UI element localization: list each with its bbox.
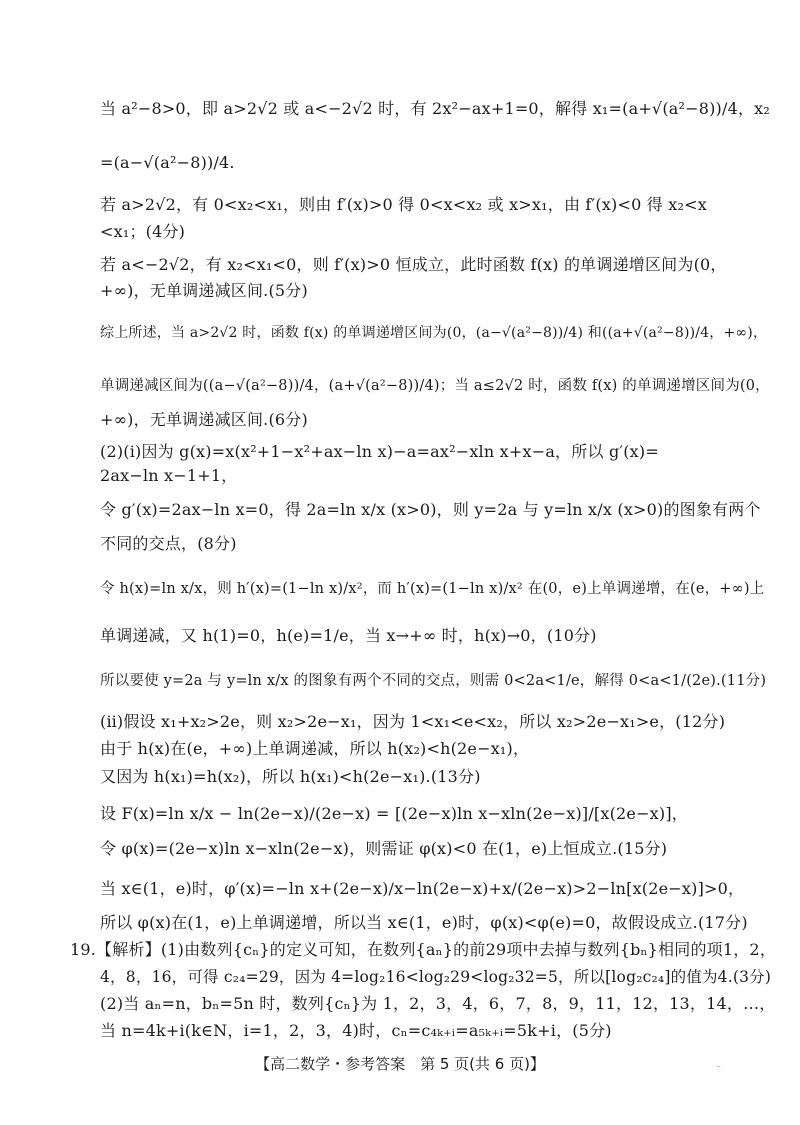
text-line: 19.【解析】(1)由数列{cₙ}的定义可知，在数列{aₙ}的前29项中去掉与数列{bₙ}相同的项1，2，	[70, 940, 777, 959]
text-line: 单调递减，又 h(1)=0，h(e)=1/e，当 x→+∞ 时，h(x)→0，(10分)	[100, 626, 597, 645]
text-line: 由于 h(x)在(e，+∞)上单调递减，所以 h(x₂)<h(2e−x₁)，	[100, 739, 530, 758]
text-line: 令 h(x)=ln x/x，则 h′(x)=(1−ln x)/x²，而 h′(x)=(1−ln x)/x² 在(0，e)上单调递增，在(e，+∞)上	[100, 581, 765, 597]
text-line: 当 a²−8>0，即 a>2√2 或 a<−2√2 时，有 2x²−ax+1=0，解得 x₁=(a+√(a²−8))/4，x₂	[100, 99, 770, 118]
text-line: 2ax−ln x−1+1，	[100, 466, 238, 485]
text-line: (ⅱ)假设 x₁+x₂>2e，则 x₂>2e−x₁，因为 1<x₁<e<x₂，所以 x₂>2e−x₁>e，(12分)	[100, 712, 726, 731]
text-line: 又因为 h(x₁)=h(x₂)，所以 h(x₁)<h(2e−x₁).(13分)	[100, 767, 481, 786]
text-line: 当 n=4k+i(k∈N，i=1，2，3，4)时，cₙ=c₄ₖ₊ᵢ=a₅ₖ₊ᵢ=5k+i，(5分)	[100, 1021, 612, 1040]
text-line: 所以 φ(x)在(1，e)上单调递增，所以当 x∈(1，e)时，φ(x)<φ(e)=0，故假设成立.(17分)	[100, 913, 748, 932]
text-line: 若 a>2√2，有 0<x₂<x₁，则由 f′(x)>0 得 0<x<x₂ 或 x>x₁，由 f′(x)<0 得 x₂<x	[100, 195, 707, 214]
text-line: <x₁；(4分)	[100, 222, 186, 241]
text-line: 4，8，16，可得 c₂₄=29，因为 4=log₂16<log₂29<log₂32=5，所以[log₂c₂₄]的值为4.(3分)	[100, 968, 772, 986]
text-line: (2)(ⅰ)因为 g(x)=x(x²+1−x²+ax−ln x)−a=ax²−xln x+x−a，所以 g′(x)=	[100, 442, 659, 461]
text-line: 设 F(x)=ln x/x − ln(2e−x)/(2e−x) = [(2e−x)ln x−xln(2e−x)]/[x(2e−x)]，	[100, 804, 688, 823]
text-line: +∞)，无单调递减区间.(5分)	[100, 281, 308, 300]
text-line: +∞)，无单调递减区间.(6分)	[100, 410, 308, 429]
text-line: =(a−√(a²−8))/4.	[100, 153, 235, 172]
text-line: 单调递减区间为((a−√(a²−8))/4，(a+√(a²−8))/4)；当 a≤2√2 时，函数 f(x) 的单调递增区间为(0，	[100, 378, 770, 394]
text-line: 不同的交点，(8分)	[100, 534, 237, 553]
text-line: 令 g′(x)=2ax−ln x=0，得 2a=ln x/x (x>0)，则 y=2a 与 y=ln x/x (x>0)的图象有两个	[100, 500, 761, 519]
text-line: 所以要使 y=2a 与 y=ln x/x 的图象有两个不同的交点，则需 0<2a<1/e，解得 0<a<1/(2e).(11分)	[100, 673, 767, 689]
corner-mark: ..	[716, 1060, 722, 1069]
text-line: 当 x∈(1，e)时，φ′(x)=−ln x+(2e−x)/x−ln(2e−x)+x/(2e−x)>2−ln[x(2e−x)]>0，	[100, 879, 745, 898]
text-line: (2)当 aₙ=n，bₙ=5n 时，数列{cₙ}为 1，2，3，4，6，7，8，9，11，12，13，14，…，	[100, 994, 776, 1013]
text-line: 综上所述，当 a>2√2 时，函数 f(x) 的单调递增区间为(0，(a−√(a²−8))/4) 和((a+√(a²−8))/4，+∞)，	[100, 325, 768, 341]
text-line: 令 φ(x)=(2e−x)ln x−xln(2e−x)，则需证 φ(x)<0 在(1，e)上恒成立.(15分)	[100, 839, 668, 858]
page-footer: 【高二数学・参考答案 第 5 页(共 6 页)】	[255, 1055, 545, 1073]
text-line: 若 a<−2√2，有 x₂<x₁<0，则 f′(x)>0 恒成立，此时函数 f(x) 的单调递增区间为(0，	[100, 255, 727, 274]
